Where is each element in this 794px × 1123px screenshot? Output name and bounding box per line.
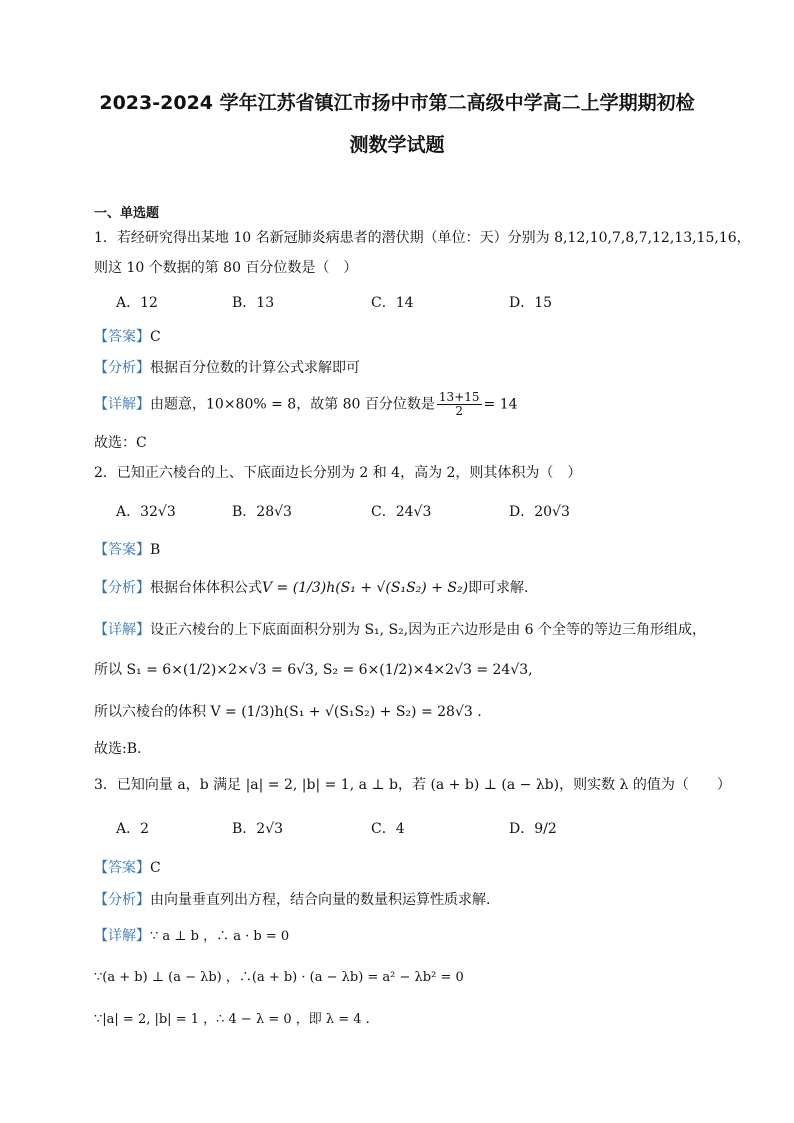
q1-option-c: C．14 xyxy=(371,295,414,311)
q2-option-a: A．32√3 xyxy=(116,504,176,520)
q2-analysis-row xyxy=(94,578,529,598)
q1-frac-num: 13+15 xyxy=(438,390,480,404)
q1-text-line2: 则这 10 个数据的第 80 百分位数是（ ） xyxy=(94,260,358,276)
q1-detail-post: = 14 xyxy=(483,396,518,413)
q1-detail-pre: 由题意，10×80% = 8，故第 80 百分位数是 xyxy=(150,396,435,413)
q3-detail3: ∵|a| = 2, |b| = 1 ，∴ 4 − λ = 0 ，即 λ = 4 . xyxy=(94,1012,370,1027)
q3-text: 3．已知向量 a，b 满足 |a| = 2, |b| = 1, a ⊥ b，若 (a + b) ⊥ (a − λb)，则实数 λ 的值为（ ） xyxy=(94,777,731,793)
q3-option-a: A．2 xyxy=(116,821,150,837)
q2-answer-row xyxy=(94,540,160,560)
q1-text-line1: 1．若经研究得出某地 10 名新冠肺炎病患者的潜伏期（单位：天）分别为 8,12,10,7,8,7,12,13,15,16， xyxy=(94,230,751,246)
q3-analysis: 由向量垂直列出方程，结合向量的数量积运算性质求解. xyxy=(150,892,491,908)
q3-answer-row xyxy=(94,858,161,878)
q3-option-b: B．2√3 xyxy=(232,821,284,837)
q1-analysis: 根据百分位数的计算公式求解即可 xyxy=(150,360,360,376)
q3-answer: C xyxy=(150,860,161,876)
q3-detail1: ∵ a ⊥ b ，∴ a · b = 0 xyxy=(150,929,290,944)
q2-analysis-post: 即可求解. xyxy=(468,580,529,596)
q3-detail-row xyxy=(94,926,289,947)
q2-text: 2．已知正六棱台的上、下底面边长分别为 2 和 4，高为 2，则其体积为（ ） xyxy=(94,465,582,481)
q3-detail2: ∵(a + b) ⊥ (a − λb) ，∴(a + b) · (a − λb) = a² − λb² = 0 xyxy=(94,970,464,985)
q1-option-b: B．13 xyxy=(232,295,275,311)
q2-option-c: C．24√3 xyxy=(371,504,432,520)
q2-option-b: B．28√3 xyxy=(232,504,292,520)
analysis-tag: 【分析】 xyxy=(94,892,150,908)
q2-choose: 故选:B. xyxy=(94,741,142,757)
q2-detail-row xyxy=(94,620,706,640)
section-heading: 一、单选题 xyxy=(94,206,160,221)
answer-tag: 【答案】 xyxy=(94,860,150,876)
analysis-tag: 【分析】 xyxy=(94,360,150,376)
q2-analysis-formula: V = (1/3)h(S₁ + √(S₁S₂) + S₂) xyxy=(262,580,469,596)
q1-option-d: D．15 xyxy=(509,295,553,311)
q2-analysis-pre: 根据台体体积公式 xyxy=(150,580,262,596)
q2-detail3: 所以六棱台的体积 V = (1/3)h(S₁ + √(S₁S₂) + S₂) = 28√3 . xyxy=(94,704,482,720)
answer-tag: 【答案】 xyxy=(94,329,150,345)
detail-tag: 【详解】 xyxy=(94,622,150,638)
q1-frac-den: 2 xyxy=(455,404,464,418)
q3-option-c: C．4 xyxy=(371,821,405,837)
q2-detail2: 所以 S₁ = 6×(1/2)×2×√3 = 6√3, S₂ = 6×(1/2)×4×2√3 = 24√3, xyxy=(94,662,533,678)
q3-analysis-row xyxy=(94,890,490,910)
detail-tag: 【详解】 xyxy=(94,928,150,944)
document-title-line1: 2023-2024 学年江苏省镇江市扬中市第二高级中学高二上学期期初检 xyxy=(99,92,695,114)
q1-choose: 故选：C xyxy=(94,435,147,451)
q1-answer: C xyxy=(150,329,161,345)
q1-detail-row xyxy=(94,391,518,418)
q1-analysis-row xyxy=(94,358,360,378)
q1-answer-row xyxy=(94,327,161,347)
detail-tag: 【详解】 xyxy=(94,396,150,413)
q3-option-d: D．9/2 xyxy=(509,821,557,837)
q1-option-a: A．12 xyxy=(116,295,158,311)
q2-option-d: D．20√3 xyxy=(509,504,570,520)
document-title-line2: 测数学试题 xyxy=(349,134,445,156)
q2-answer: B xyxy=(150,542,161,558)
analysis-tag: 【分析】 xyxy=(94,580,150,596)
answer-tag: 【答案】 xyxy=(94,542,150,558)
q2-detail1: 设正六棱台的上下底面面积分别为 S₁, S₂,因为正六边形是由 6 个全等的等边三角形组成， xyxy=(150,622,707,638)
q1-fraction xyxy=(437,391,482,418)
